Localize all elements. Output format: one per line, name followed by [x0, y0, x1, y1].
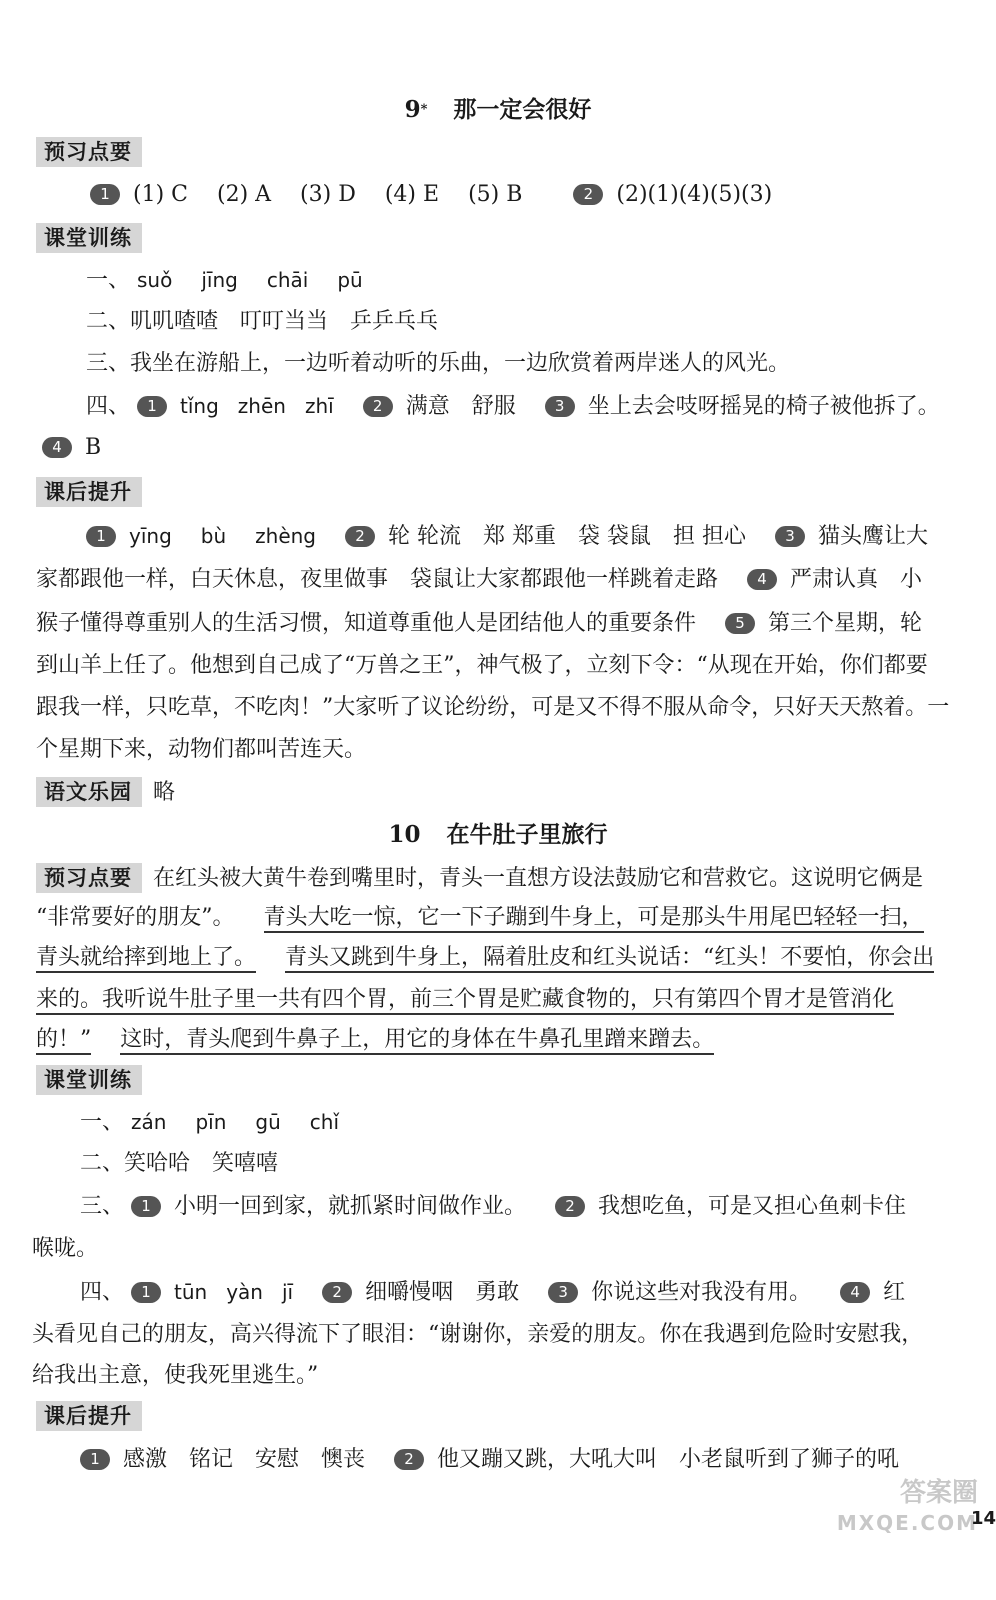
- section-header: 课堂训练: [36, 1065, 142, 1095]
- lesson9-classroom-line3: 三、我坐在游船上，一边听着动听的乐曲，一边欣赏着两岸迷人的风光。: [86, 351, 791, 376]
- answer: B: [85, 435, 102, 460]
- answer-text: 家都跟他一样，白天休息，夜里做事 袋鼠让大家都跟他一样跳着走路: [36, 567, 719, 592]
- watermark-text: 答案圈: [899, 1478, 978, 1508]
- question-number-badge: 2: [322, 1282, 352, 1303]
- pinyin: gū: [255, 1110, 281, 1134]
- lesson10-classroom-line4: [80, 1277, 956, 1307]
- pinyin: pū: [337, 268, 363, 292]
- question-number-badge: 1: [131, 1196, 161, 1217]
- question-number-badge: 5: [725, 613, 755, 634]
- item-label: 四、: [86, 394, 131, 419]
- section-header: 语文乐园: [36, 777, 142, 807]
- item-label: 四、: [80, 1280, 125, 1305]
- lesson9-after-header-line: [36, 477, 956, 507]
- lesson9-title: [0, 95, 996, 125]
- pinyin: yàn: [226, 1280, 263, 1304]
- answer: 他又蹦又跳，大吼大叫 小老鼠听到了狮子的吼: [437, 1447, 900, 1472]
- question-number-badge: 2: [555, 1196, 585, 1217]
- pinyin: jīng: [201, 268, 238, 292]
- question-number-badge: 3: [548, 1282, 578, 1303]
- answer-text: 在红头被大黄牛卷到嘴里时，青头一直想方设法鼓励它和营救它。这说明它俩是: [153, 866, 924, 891]
- lesson9-after-line6: 个星期下来，动物们都叫苦连天。: [36, 737, 367, 762]
- lesson9-after-line4: 到山羊上任了。他想到自己成了“万兽之王”，神气极了，立刻下令：“从现在开始，你们都要: [36, 653, 928, 678]
- answer: 红: [883, 1280, 906, 1305]
- watermark-url: MXQE.COM: [836, 1511, 978, 1535]
- answer: (1) C: [133, 182, 188, 207]
- lesson9-after-line1: [86, 521, 956, 551]
- lesson10-preview-line2: [36, 903, 956, 933]
- answer: (2) A: [217, 182, 272, 207]
- lesson10-classroom-line1: [80, 1107, 956, 1137]
- lesson10-classroom-line6: 给我出主意，使我死里逃生。”: [32, 1363, 319, 1388]
- question-number-badge: 3: [775, 526, 805, 547]
- answer: 坐上去会吱呀摇晃的椅子被他拆了。: [587, 394, 940, 419]
- answer: 你说这些对我没有用。: [591, 1280, 812, 1305]
- lesson10-classroom-line5: 头看见自己的朋友，高兴得流下了眼泪：“谢谢你，亲爱的朋友。你在我遇到危险时安慰我，: [32, 1322, 924, 1347]
- section-header: 课堂训练: [36, 223, 142, 253]
- pinyin: zán: [131, 1110, 167, 1134]
- section-header: 预习点要: [36, 137, 142, 167]
- question-number-badge: 2: [345, 526, 375, 547]
- pinyin: bù: [200, 524, 227, 548]
- lesson9-classroom-line4: [86, 391, 956, 421]
- lesson9-preview-header-line: [36, 137, 956, 167]
- question-number-badge: 1: [90, 184, 120, 205]
- answer: 细嚼慢咽 勇敢: [365, 1280, 520, 1305]
- section-header: 预习点要: [36, 863, 142, 893]
- underlined-answer: 来的。我听说牛肚子里一共有四个胃，前三个胃是贮藏食物的，只有第四个胃才是管消化: [36, 987, 894, 1015]
- underlined-answer: 这时，青头爬到牛鼻子上，用它的身体在牛鼻孔里蹭来蹭去。: [120, 1027, 714, 1055]
- lesson10-preview-line4: [36, 985, 956, 1015]
- underlined-answer: 青头又跳到牛身上，隔着肚皮和红头说话：“红头！不要怕，你会出: [285, 945, 934, 973]
- pinyin: chǐ: [309, 1110, 339, 1134]
- answer: 猫头鹰让大: [817, 524, 928, 549]
- question-number-badge: 4: [42, 437, 72, 458]
- lesson9-classroom-line1: [86, 265, 956, 295]
- answer: (5) B: [468, 182, 523, 207]
- lesson10-preview-line1: [36, 863, 956, 893]
- question-number-badge: 2: [363, 396, 393, 417]
- underlined-answer: 的！”: [36, 1027, 91, 1055]
- answer: (2)(1)(4)(5)(3): [616, 182, 773, 207]
- item-label: 三、: [80, 1194, 125, 1219]
- underlined-answer: 青头大吃一惊，它一下子蹦到牛身上，可是那头牛用尾巴轻轻一扫，: [264, 905, 924, 933]
- page-number: 14: [970, 1508, 996, 1529]
- answer: (3) D: [300, 182, 356, 207]
- answer: 感激 铭记 安慰 懊丧: [123, 1447, 366, 1472]
- pinyin: chāi: [266, 268, 309, 292]
- question-number-badge: 2: [573, 184, 603, 205]
- lesson10-preview-line3: [36, 943, 956, 973]
- answer: 第三个星期，轮: [768, 611, 923, 636]
- lesson9-after-line3: [36, 609, 956, 639]
- pinyin: tūn: [174, 1280, 208, 1304]
- lesson9-classroom-line2: 二、叽叽喳喳 叮叮当当 乒乒乓乓: [86, 309, 439, 334]
- lesson10-title-text: 在牛肚子里旅行: [446, 821, 608, 848]
- answer: 严肃认真 小: [790, 567, 923, 592]
- pinyin: zhī: [304, 394, 334, 418]
- lesson9-number: 9*: [404, 96, 428, 123]
- answer: 满意 舒服: [405, 394, 516, 419]
- lesson10-after-line1: [80, 1445, 956, 1475]
- lesson9-after-line2: [36, 565, 956, 595]
- section-header: 课后提升: [36, 1401, 142, 1431]
- lesson10-preview-line5: [36, 1025, 956, 1055]
- answer-text: “非常要好的朋友”。: [36, 905, 235, 930]
- pinyin: yīng: [129, 524, 172, 548]
- lesson9-garden-line: [36, 777, 956, 807]
- pinyin: suǒ: [137, 268, 173, 292]
- lesson9-after-line5: 跟我一样，只吃草，不吃肉！”大家听了议论纷纷，可是又不得不服从命令，只好天天熬着。一: [36, 695, 950, 720]
- question-number-badge: 4: [840, 1282, 870, 1303]
- pinyin: tǐng: [180, 394, 219, 418]
- lesson10-after-header-line: [36, 1401, 956, 1431]
- section-header: 课后提升: [36, 477, 142, 507]
- lesson9-preview-answers: [90, 180, 956, 210]
- lesson9-title-text: 那一定会很好: [453, 96, 592, 123]
- answer: 我想吃鱼，可是又担心鱼刺卡住: [598, 1194, 907, 1219]
- lesson9-classroom-header-line: [36, 223, 956, 253]
- pinyin: jī: [282, 1280, 294, 1304]
- item-label: 一、: [80, 1110, 125, 1135]
- answer: (4) E: [384, 182, 440, 207]
- lesson10-title: [0, 820, 996, 850]
- pinyin: zhēn: [237, 394, 286, 418]
- question-number-badge: 1: [86, 526, 116, 547]
- pinyin: pīn: [195, 1110, 227, 1134]
- answer: 略: [153, 780, 176, 805]
- question-number-badge: 1: [137, 396, 167, 417]
- answer: 轮 轮流 郑 郑重 袋 袋鼠 担 担心: [388, 524, 746, 549]
- underlined-answer: 青头就给摔到地上了。: [36, 945, 256, 973]
- lesson10-number: 10: [388, 821, 421, 848]
- lesson10-classroom-line3: [80, 1192, 956, 1222]
- question-number-badge: 3: [545, 396, 575, 417]
- question-number-badge: 1: [131, 1282, 161, 1303]
- question-number-badge: 2: [394, 1449, 424, 1470]
- lesson10-classroom-header-line: [36, 1065, 956, 1095]
- answer-text: 猴子懂得尊重别人的生活习惯，知道尊重他人是团结他人的重要条件: [36, 611, 697, 636]
- item-label: 一、: [86, 268, 131, 293]
- answer: 小明一回到家，就抓紧时间做作业。: [174, 1194, 527, 1219]
- question-number-badge: 1: [80, 1449, 110, 1470]
- lesson10-classroom-line3-cont: 喉咙。: [32, 1236, 99, 1261]
- watermark-logo: [837, 1478, 978, 1538]
- pinyin: zhèng: [255, 524, 316, 548]
- question-number-badge: 4: [747, 569, 777, 590]
- lesson10-classroom-line2: 二、笑哈哈 笑嘻嘻: [80, 1151, 279, 1176]
- lesson9-classroom-line5: [42, 433, 956, 463]
